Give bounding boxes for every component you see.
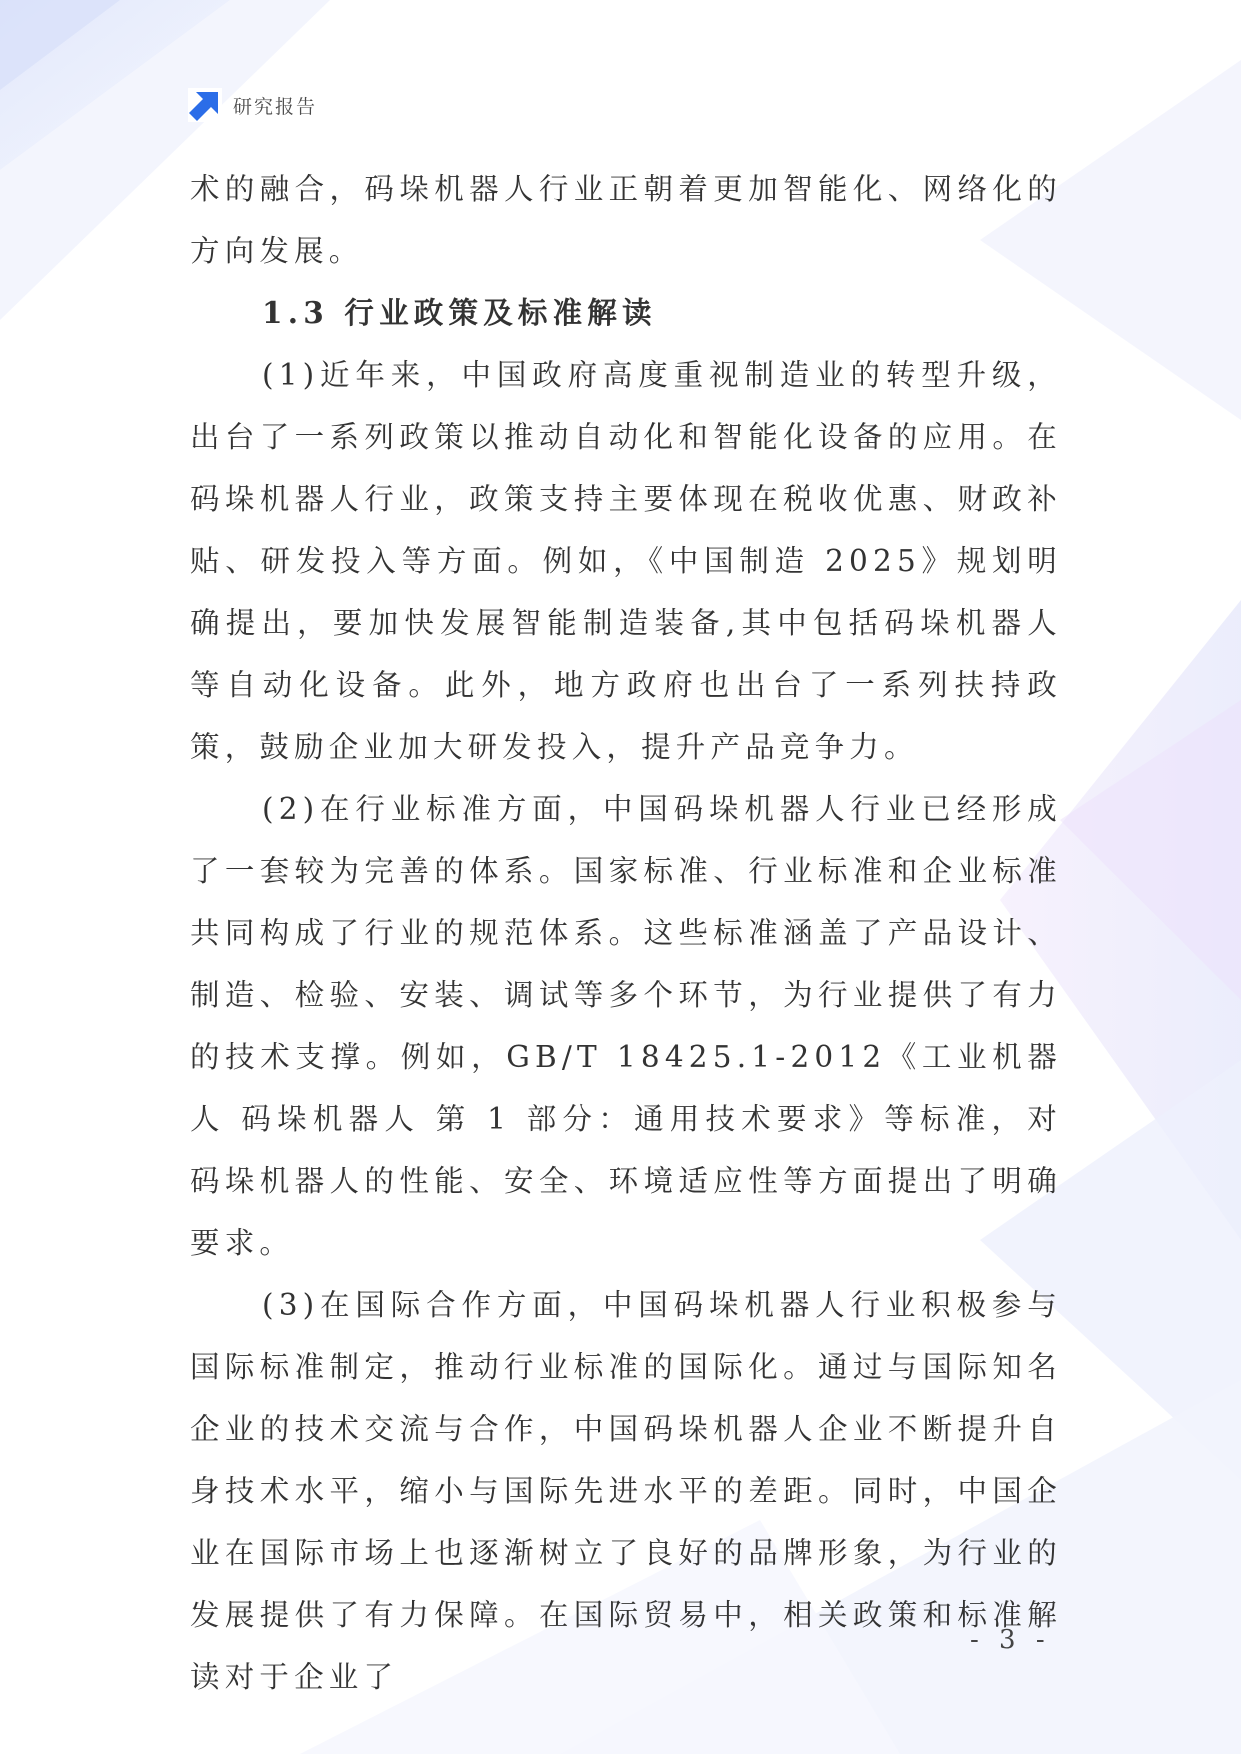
paragraph-international: (3)在国际合作方面，中国码垛机器人行业积极参与国际标准制定，推动行业标准的国际化。通过与国际知名企业的技术交流与合作，中国码垛机器人企业不断提升自身技术水平，缩小与国际先进水平的差距。同时，中国企业在国际市场上也逐渐树立了良好的品牌形象，为行业的发展提供了有力保障。在国际贸易中，相关政策和标准解读对于企业了: [190, 1288, 1062, 1694]
document-body: [190, 158, 1062, 1708]
report-header: [188, 88, 317, 122]
paragraph-intro: 术的融合，码垛机器人行业正朝着更加智能化、网络化的方向发展。: [190, 172, 1062, 268]
header-title: 研究报告: [233, 95, 318, 118]
paragraph-policy: (1)近年来，中国政府高度重视制造业的转型升级，出台了一系列政策以推动自动化和智能化设备的应用。在码垛机器人行业，政策支持主要体现在税收优惠、财政补贴、研发投入等方面。例如，《中国制造 2025》规划明确提出，要加快发展智能制造装备,其中包括码垛机器人等自动化设备。此外，地方政府也出台了一系列扶持政策，鼓励企业加大研发投入，提升产品竞争力。: [190, 358, 1062, 764]
page-number: - 3 -: [970, 1625, 1051, 1655]
section-heading: 1.3 行业政策及标准解读: [262, 295, 657, 330]
diagonal-arrow-icon: [188, 88, 222, 122]
paragraph-standards: (2)在行业标准方面，中国码垛机器人行业已经形成了一套较为完善的体系。国家标准、行业标准和企业标准共同构成了行业的规范体系。这些标准涵盖了产品设计、制造、检验、安装、调试等多个环节，为行业提供了有力的技术支撑。例如，GB/T 18425.1-2012《工业机器人 码垛机器人 第 1 部分：通用技术要求》等标准，对码垛机器人的性能、安全、环境适应性等方面提出了明确要求。: [190, 792, 1062, 1260]
